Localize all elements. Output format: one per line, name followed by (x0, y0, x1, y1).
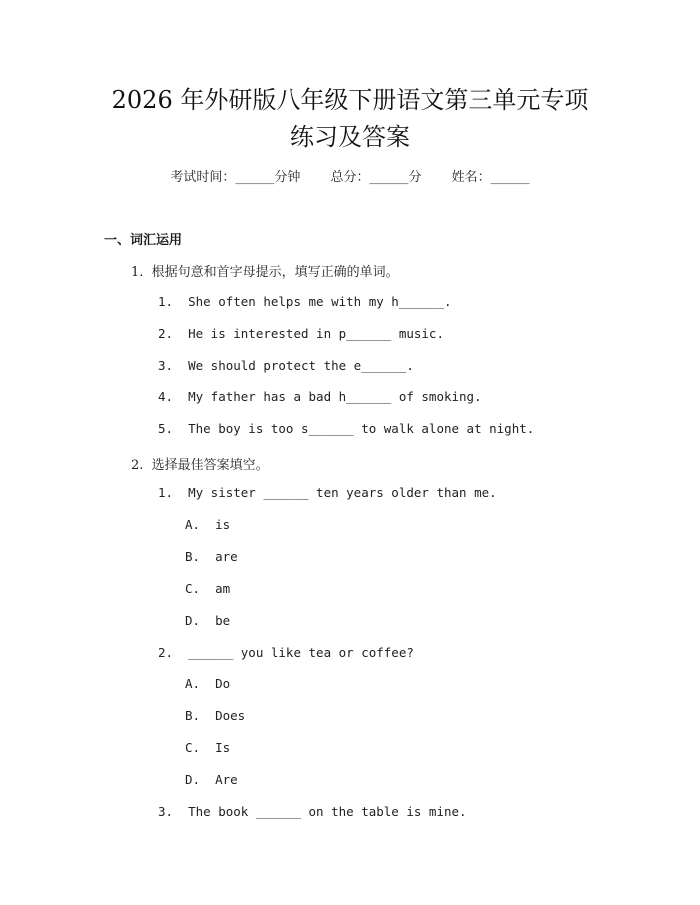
page-title-line-2: 练习及答案 (290, 123, 410, 151)
total-score-field: 总分：______分 (330, 170, 422, 185)
student-name-field: 姓名：______ (451, 170, 530, 185)
question-1-item: 2. He is interested in p______ music. (158, 326, 444, 341)
question-1-item: 1. She often helps me with my h______. (158, 294, 452, 309)
question-2-label: 2. 选择最佳答案填空。 (131, 458, 269, 473)
question-2-sub-1-stem: 1. My sister ______ ten years older than me. (158, 485, 497, 500)
question-2-sub-2-stem: 2. ______ you like tea or coffee? (158, 645, 414, 660)
option-c: C. am (185, 581, 231, 596)
option-a: A. Do (185, 676, 231, 691)
question-1-item: 5. The boy is too s______ to walk alone at night. (158, 421, 535, 436)
option-d: D. be (185, 613, 231, 628)
option-a: A. is (185, 517, 231, 532)
section-heading: 一、词汇运用 (104, 233, 183, 248)
question-1-item: 4. My father has a bad h______ of smoking. (158, 389, 482, 404)
question-2-sub-3-stem: 3. The book ______ on the table is mine. (158, 804, 467, 819)
exam-meta (0, 166, 700, 185)
option-d: D. Are (185, 772, 238, 787)
exam-time-field: 考试时间：______分钟 (170, 170, 301, 185)
option-b: B. are (185, 549, 238, 564)
question-1-item: 3. We should protect the e______. (158, 358, 414, 373)
page-title-line-1: 2026 年外研版八年级下册语文第三单元专项 (111, 86, 589, 114)
option-b: B. Does (185, 708, 246, 723)
question-1-label: 1. 根据句意和首字母提示，填写正确的单词。 (131, 265, 399, 280)
option-c: C. Is (185, 740, 231, 755)
